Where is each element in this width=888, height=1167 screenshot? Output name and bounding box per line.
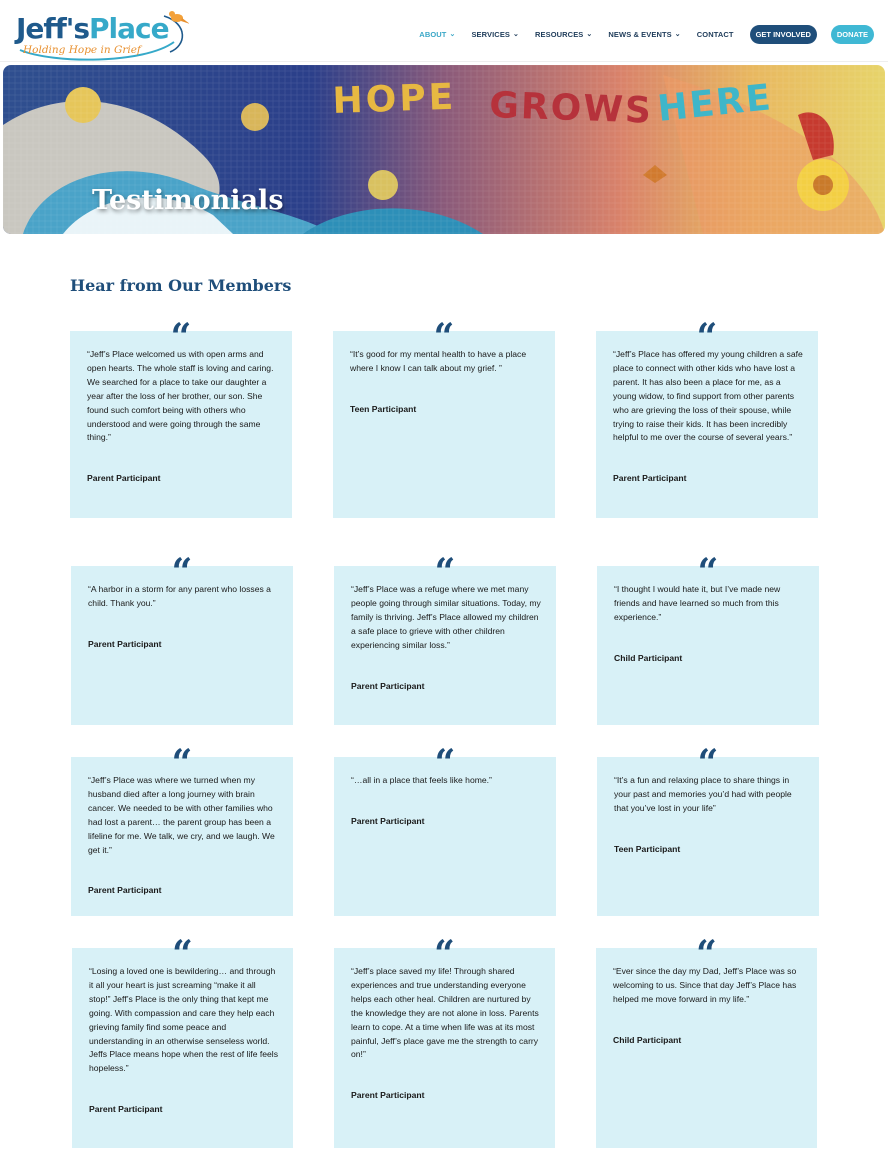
quote-icon: “	[434, 742, 456, 784]
quote-icon: “	[434, 551, 456, 593]
testimonial-card	[70, 316, 292, 518]
testimonial-author: Parent Participant	[351, 815, 425, 826]
testimonial-text: “Losing a loved one is bewildering… and through it all your heart is just screaming “make it all stop!” Jeff’s Place is the only thing that kept me going. With compassion and care they help each grieving family find some peace and understanding in an otherwise senseless world. Jeffs Place means hope when the rest of life feels hopeless.” Parent Participant	[89, 965, 279, 1117]
testimonial-author: Parent Participant	[87, 473, 161, 484]
testimonial-text: “…all in a place that feels like home.” Parent Participant	[351, 774, 542, 829]
site-header	[0, 0, 888, 62]
hero-banner	[3, 65, 885, 234]
quote-icon: “	[697, 551, 719, 593]
logo-wordmark: Jeff'sPlace	[16, 12, 169, 45]
testimonial-text: “Ever since the day my Dad, Jeff’s Place was so welcoming to us. Since that day Jeff’s Place has helped me move forward in my life.” Child Participant	[613, 965, 803, 1048]
testimonial-author: Teen Participant	[614, 843, 681, 854]
svg-text:HOPE: HOPE	[331, 76, 457, 122]
testimonial-author: Parent Participant	[351, 680, 425, 691]
testimonial-text: “It’s good for my mental health to have a place where I know I can talk about my grief. ” Teen Participant	[350, 348, 541, 417]
logo-tagline: Holding Hope in Grief	[23, 44, 141, 56]
testimonial-card	[334, 551, 556, 725]
testimonial-author: Parent Participant	[613, 473, 687, 484]
testimonial-text: “Jeff’s Place was where we turned when my husband died after a long journey with brain cancer. We needed to be with other families who had lost a parent… the parent group has been a lifeline for me. We talk, we cry, and we laugh. We get it.” Parent Participant	[88, 774, 279, 898]
chevron-down-icon: ⌄	[513, 30, 519, 38]
testimonial-card	[71, 551, 293, 725]
quote-icon: “	[696, 933, 717, 975]
testimonial-card	[596, 316, 818, 518]
nav-item-resources[interactable]: RESOURCES ⌄	[535, 30, 593, 39]
testimonial-author: Parent Participant	[351, 1090, 425, 1101]
testimonial-card	[333, 316, 555, 518]
testimonial-text: “A harbor in a storm for any parent who losses a child. Thank you.” Parent Participant	[88, 583, 279, 652]
testimonial-card	[334, 933, 555, 1148]
site-logo[interactable]	[14, 2, 189, 60]
svg-text:HERE: HERE	[655, 77, 775, 130]
main-nav	[403, 25, 874, 44]
testimonial-text: “Jeff’s Place was a refuge where we met many people going through similar situations. Today, my family is thriving. Jeff’s Place allowed my children a safe place to grieve with other children experiencing similar loss.” Parent Participant	[351, 583, 542, 693]
quote-icon: “	[172, 933, 193, 975]
donate-button[interactable]: DONATE	[831, 25, 874, 44]
quote-icon: “	[433, 316, 455, 358]
testimonial-text: “I thought I would hate it, but I’ve made new friends and have learned so much from this experience.” Child Participant	[614, 583, 805, 666]
nav-item-about[interactable]: ABOUT ⌄	[419, 30, 456, 39]
chevron-down-icon: ⌄	[449, 30, 456, 38]
testimonial-text: “It’s a fun and relaxing place to share things in your past and memories you’d had with people that you’ve lost in your life” Teen Participant	[614, 774, 805, 857]
quote-icon: “	[434, 933, 455, 975]
testimonial-card	[597, 551, 819, 725]
testimonial-text: “Jeff’s Place welcomed us with open arms and open hearts. The whole staff is loving and caring. We searched for a place to take our daughter a year after the loss of her brother, our son. She found such comfort being with others who understood and were going through the same thing.” Parent Participant	[87, 348, 278, 486]
chevron-down-icon: ⌄	[586, 30, 593, 38]
testimonial-card	[71, 742, 293, 916]
nav-item-contact[interactable]: CONTACT	[696, 30, 734, 39]
get-involved-button[interactable]: GET INVOLVED	[750, 25, 817, 44]
testimonial-card	[597, 742, 819, 916]
testimonial-text: “Jeff’s place saved my life! Through shared experiences and true understanding everyone helps each other heal. Children are nurtured by the knowledge they are not alone in loss. Parents learn to cope. At a time when life was at its most painful, Jeff’s place gave me the strength to carry on!” Parent Participant	[351, 965, 541, 1103]
svg-text:GROWS: GROWS	[488, 85, 654, 132]
section-title: Hear from Our Members	[70, 276, 292, 295]
testimonial-text: “Jeff’s Place has offered my young children a safe place to connect with other kids who have lost a parent. It has also been a place for me, as a young widow, to find support from other parents who are grieving the loss of their spouse, while trying to raise their kids. It has been incredibly helpful to me over the course of several years.” Parent Participant	[613, 348, 804, 486]
quote-icon: “	[697, 742, 719, 784]
bird-icon	[169, 11, 189, 24]
testimonial-card	[72, 933, 293, 1148]
quote-icon: “	[171, 551, 193, 593]
testimonial-author: Teen Participant	[350, 403, 417, 414]
testimonial-author: Parent Participant	[89, 1104, 163, 1115]
chevron-down-icon: ⌄	[674, 30, 681, 38]
nav-item-services[interactable]: SERVICES ⌄	[471, 30, 519, 39]
testimonial-author: Child Participant	[614, 652, 683, 663]
testimonial-card	[596, 933, 817, 1148]
testimonial-author: Parent Participant	[88, 638, 162, 649]
quote-icon: “	[170, 316, 192, 358]
quote-icon: “	[696, 316, 718, 358]
testimonial-card	[334, 742, 556, 916]
testimonial-author: Parent Participant	[88, 885, 162, 896]
page-title: Testimonials	[92, 185, 284, 216]
quote-icon: “	[171, 742, 193, 784]
nav-item-news-events[interactable]: NEWS & EVENTS ⌄	[608, 30, 681, 39]
testimonial-author: Child Participant	[613, 1034, 682, 1045]
